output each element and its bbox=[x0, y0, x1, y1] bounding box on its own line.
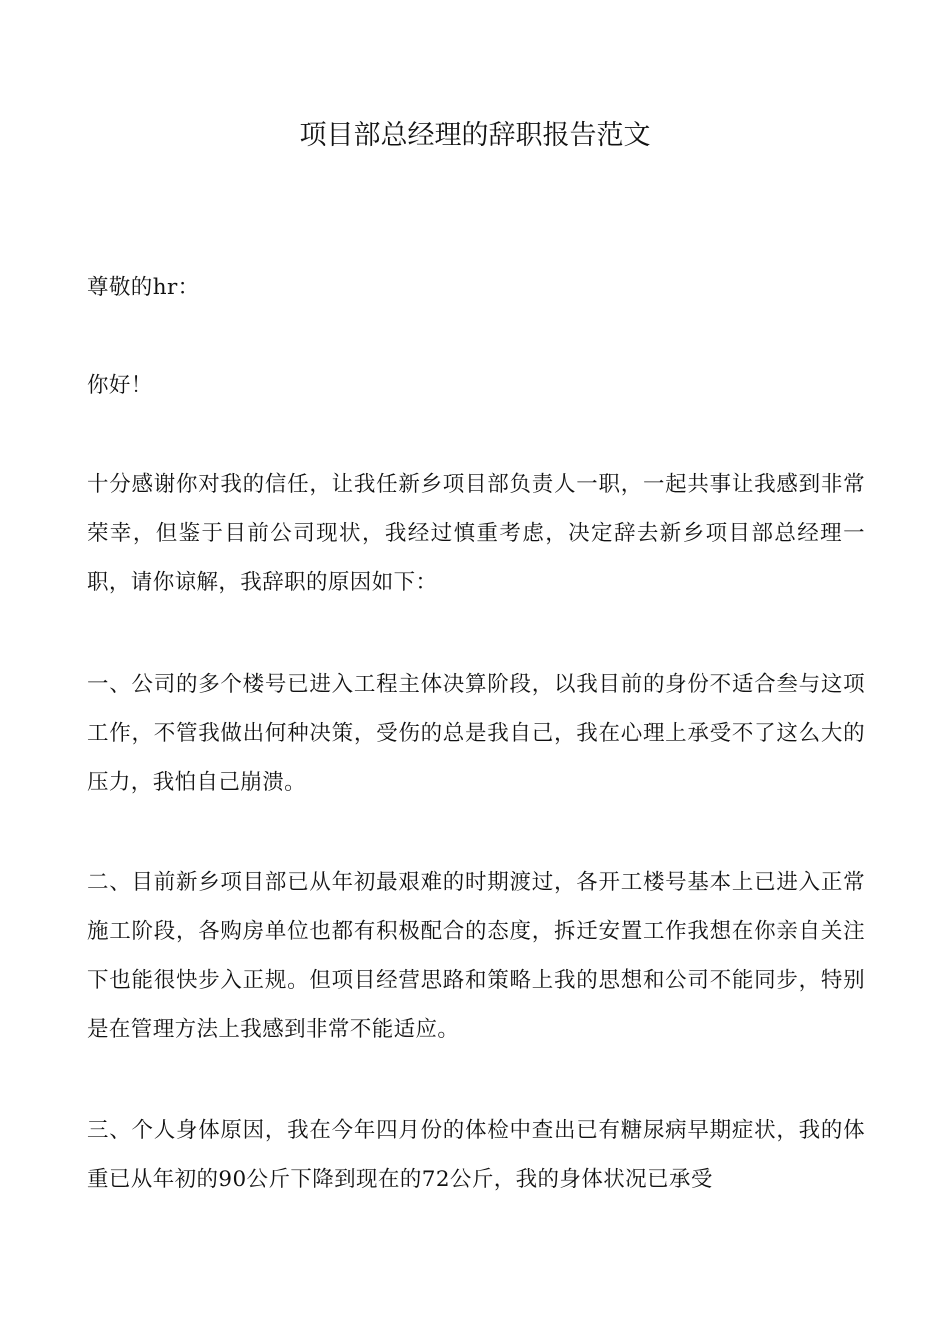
paragraph-intro: 十分感谢你对我的信任，让我任新乡项目部负责人一职，一起共事让我感到非常荣幸，但鉴于目前公司现状，我经过慎重考虑，决定辞去新乡项目部总经理一职，请你谅解，我辞职的原因如下： bbox=[87, 472, 865, 595]
paragraph-reason-three: 三、个人身体原因，我在今年四月份的体检中查出已有糖尿病早期症状，我的体重已从年初的90公斤下降到现在的72公斤，我的身体状况已承受 bbox=[87, 1118, 865, 1192]
document-title: 项目部总经理的辞职报告范文 bbox=[299, 120, 651, 151]
paragraph-reason-one: 一、公司的多个楼号已进入工程主体决算阶段，以我目前的身份不适合叁与这项工作，不管我做出何种决策，受伤的总是我自己，我在心理上承受不了这么大的压力，我怕自己崩溃。 bbox=[87, 672, 865, 795]
greeting: 你好！ bbox=[87, 373, 153, 398]
paragraph-reason-two: 二、目前新乡项目部已从年初最艰难的时期渡过，各开工楼号基本上已进入正常施工阶段，各购房单位也都有积极配合的态度，拆迁安置工作我想在你亲自关注下也能很快步入正规。但项目经营思路和策略上我的思想和公司不能同步，特别是在管理方法上我感到非常不能适应。 bbox=[87, 870, 865, 1042]
salutation: 尊敬的hr： bbox=[87, 275, 200, 300]
